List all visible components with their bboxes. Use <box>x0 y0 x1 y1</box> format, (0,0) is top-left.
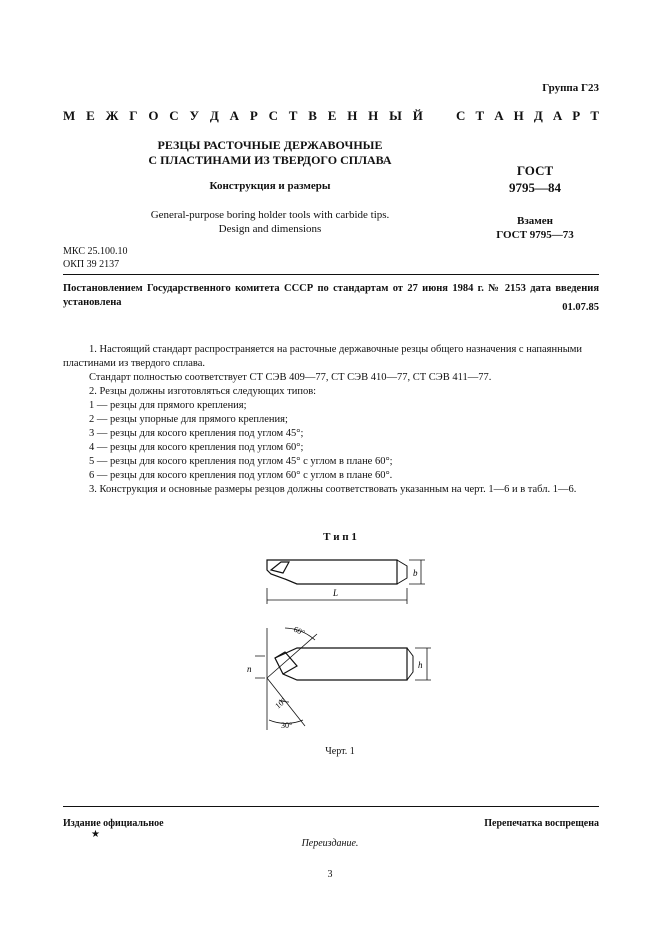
page-number: 3 <box>327 869 333 880</box>
banner-letter: У <box>189 108 200 123</box>
shank-end-front <box>407 648 413 680</box>
decree-text: Постановлением Государственного комитета СССР по стандартам от 27 июня 1984 г. № 2153 дата введения установлена <box>63 283 599 308</box>
banner-letter: А <box>229 108 239 123</box>
banner-letter: Ы <box>389 108 402 123</box>
paragraph: 3. Конструкция и основные размеры резцов должны соответствовать указанным на черт. 1—6 и в табл. 1—6. <box>89 484 577 495</box>
banner-letter: А <box>552 108 563 123</box>
tip-edge <box>285 579 297 584</box>
type-item: 4 — резцы для косого крепления под углом 60°; <box>89 442 304 453</box>
replaces-value: ГОСТ 9795—73 <box>496 229 574 241</box>
shank-end <box>397 560 407 584</box>
type-item: 3 — резцы для косого крепления под углом 45°; <box>89 428 304 439</box>
dim-h-text: h <box>418 660 423 670</box>
replaces-block <box>470 214 600 242</box>
dim-L-text: L <box>333 588 339 598</box>
banner-letter: Н <box>513 108 524 123</box>
cutter-drawing <box>245 548 435 738</box>
type-item: 5 — резцы для косого крепления под углом 45° с углом в плане 60°; <box>89 456 393 467</box>
type-item: 1 — резцы для прямого крепления; <box>89 400 247 411</box>
banner-letter: Д <box>209 108 219 123</box>
paragraph: 1. Настоящий стандарт распространяется на расточные державочные резцы общего назначения с напаянными пластинами из твердого сплава. <box>63 344 583 369</box>
figure-caption: Черт. 1 <box>325 746 355 757</box>
title-line: РЕЗЦЫ РАСТОЧНЫЕ ДЕРЖАВОЧНЫЕ <box>157 138 383 152</box>
group-label: Группа Г23 <box>542 82 599 94</box>
gost-label: ГОСТ <box>516 163 554 178</box>
standard-banner <box>63 108 599 124</box>
banner-letter: В <box>308 108 317 123</box>
front-view <box>255 628 431 730</box>
paragraph: 2. Резцы должны изготовляться следующих типов: <box>89 386 317 397</box>
top-view <box>267 560 425 604</box>
banner-letter: Д <box>533 108 543 123</box>
document-subtitle: Конструкция и размеры <box>209 180 331 192</box>
type-item: 6 — резцы для косого крепления под углом 60° с углом в плане 60°. <box>89 470 393 481</box>
n-dimension-lines <box>255 656 265 678</box>
english-title-line: Design and dimensions <box>218 223 322 235</box>
replaces-label: Взамен <box>517 215 553 227</box>
title-line: С ПЛАСТИНАМИ ИЗ ТВЕРДОГО СПЛАВА <box>148 153 392 167</box>
shank-outline <box>267 560 397 584</box>
english-title-line: General-purpose boring holder tools with carbide tips. <box>150 209 390 221</box>
classification-codes <box>63 245 127 271</box>
mks-code: МКС 25.100.10 <box>63 246 128 257</box>
angle-30-text: 30° <box>281 721 293 730</box>
paragraph: Стандарт полностью соответствует СТ СЭВ 409—77, СТ СЭВ 410—77, СТ СЭВ 411—77. <box>89 372 492 383</box>
banner-letter: С <box>456 108 466 123</box>
english-title <box>100 208 440 236</box>
gost-number: 9795—84 <box>509 180 561 195</box>
banner-letter: М <box>63 108 76 123</box>
banner-right <box>456 108 599 124</box>
banner-letter: Н <box>368 108 379 123</box>
reprint-prohibited: Перепечатка воспрещена <box>484 818 599 829</box>
banner-letter: С <box>268 108 278 123</box>
dim-n-text: n <box>247 664 252 674</box>
banner-letter: Г <box>129 108 138 123</box>
document-title <box>100 138 440 168</box>
angle-60-text: 60° <box>292 624 307 638</box>
banner-letter: Й <box>412 108 423 123</box>
banner-letter: Р <box>572 108 581 123</box>
body-text <box>63 343 599 497</box>
star-mark: ★ <box>91 829 100 840</box>
banner-letter: Т <box>475 108 485 123</box>
banner-letter: Р <box>249 108 258 123</box>
divider <box>63 274 599 275</box>
okp-code: ОКП 39 2137 <box>63 259 120 270</box>
dim-b-text: b <box>413 568 418 578</box>
banner-letter: Н <box>347 108 358 123</box>
banner-letter: Е <box>327 108 337 123</box>
banner-left <box>63 108 423 124</box>
type-item: 2 — резцы упорные для прямого крепления; <box>89 414 288 425</box>
footer-divider <box>63 806 599 807</box>
carbide-tip-front <box>275 652 297 674</box>
angle-10-text: 10° <box>273 696 288 711</box>
reissue-note: Переиздание. <box>301 838 359 849</box>
banner-letter: Е <box>86 108 95 123</box>
banner-letter: Ж <box>105 108 119 123</box>
banner-letter: О <box>148 108 159 123</box>
angle-line-2 <box>267 634 317 678</box>
banner-letter: Т <box>288 108 298 123</box>
official-edition: Издание официальное <box>63 818 164 829</box>
gost-designation <box>470 162 600 196</box>
banner-letter: С <box>169 108 179 123</box>
carbide-tip <box>271 562 289 573</box>
banner-letter: Т <box>590 108 599 123</box>
banner-letter: А <box>494 108 504 123</box>
figure-type-label: Т и п 1 <box>323 531 357 543</box>
introduction-date: 01.07.85 <box>562 302 599 313</box>
